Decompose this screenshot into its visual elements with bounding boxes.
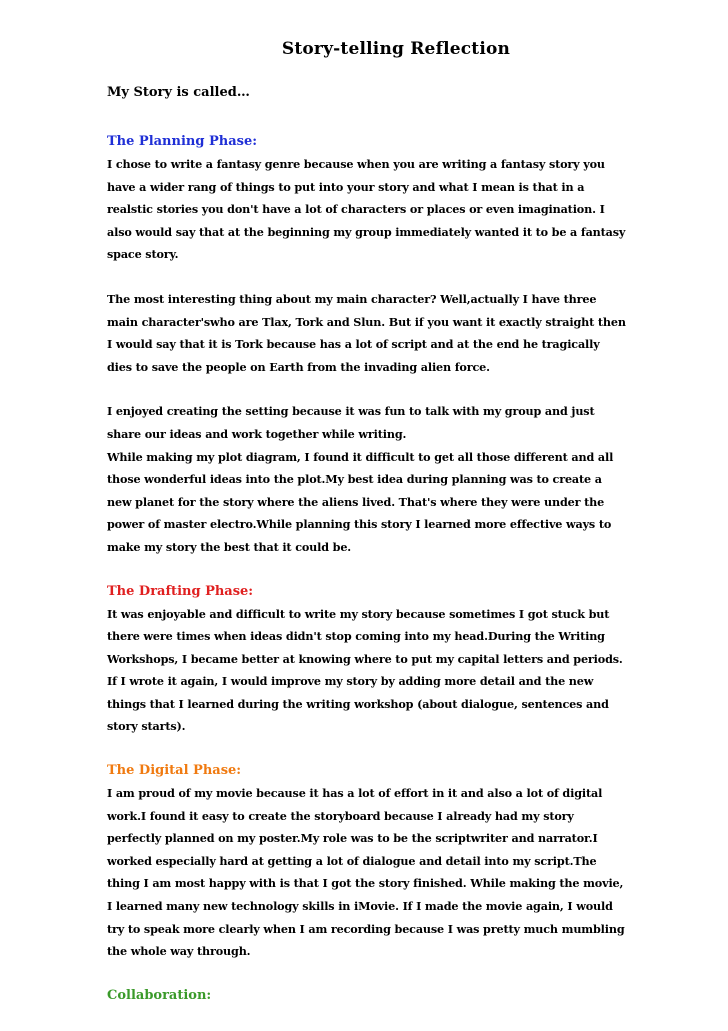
paragraph-gap <box>107 266 627 288</box>
planning-paragraph-2: The most interesting thing about my main character? Well,actually I have three main character'swho are Tlax, Tork and Slun. But if you want it exactly straight then I would say that it is Tork because has a lot of script and at the end he tragically dies to save the people on Earth from the invading alien force. <box>107 291 626 374</box>
digital-paragraph-1: I am proud of my movie because it has a lot of effort in it and also a lot of digital work.I found it easy to create the storyboard because I already had my story perfectly planned on my poster.My role was to be the scriptwriter and narrator.I worked especially hard at getting a lot of dialogue and detail into my script.The thing I am most happy with is that I got the story finished. While making the movie, I learned many new technology skills in iMovie. If I made the movie again, I would try to speak more clearly when I am recording because I was pretty much mumbling the whole way through. <box>107 786 625 959</box>
planning-paragraph-3: I enjoyed creating the setting because it was fun to talk with my group and just share our ideas and work together while writing. <box>107 404 595 441</box>
collaboration-heading: Collaboration: <box>107 987 212 1003</box>
drafting-paragraph-1: It was enjoyable and difficult to write my story because sometimes I got stuck but there were times when ideas didn't stop coming into my head.During the Writing Workshops, I became better at knowing where to put my capital letters and periods. If I wrote it again, I would improve my story by adding more detail and the new things that I learned during the writing workshop (about dialogue, sentences and story starts). <box>107 606 623 734</box>
digital-heading: The Digital Phase: <box>107 763 242 779</box>
paragraph-gap <box>107 378 627 400</box>
paragraph-gap <box>107 738 627 760</box>
paragraph-gap <box>107 963 627 985</box>
document-title: Story-telling Reflection <box>281 39 511 59</box>
planning-heading: The Planning Phase: <box>107 134 258 149</box>
story-called-line: My Story is called… <box>107 85 250 100</box>
paragraph-gap <box>107 559 627 581</box>
document-page <box>107 38 627 1007</box>
planning-paragraph-4: While making my plot diagram, I found it difficult to get all those different and all those wonderful ideas into the plot.My best idea during planning was to create a new planet for the story where the aliens lived. That's where they were under the power of master electro.While planning this story I learned more effective ways to make my story the best that it could be. <box>107 449 614 554</box>
drafting-heading: The Drafting Phase: <box>107 583 254 599</box>
planning-paragraph-1: I chose to write a fantasy genre because when you are writing a fantasy story you have a wider rang of things to put into your story and what I mean is that in a realstic stories you don't have a lot of characters or places or even imagination. I also would say that at the beginning my group immediately wanted it to be a fantasy space story. <box>107 157 626 262</box>
